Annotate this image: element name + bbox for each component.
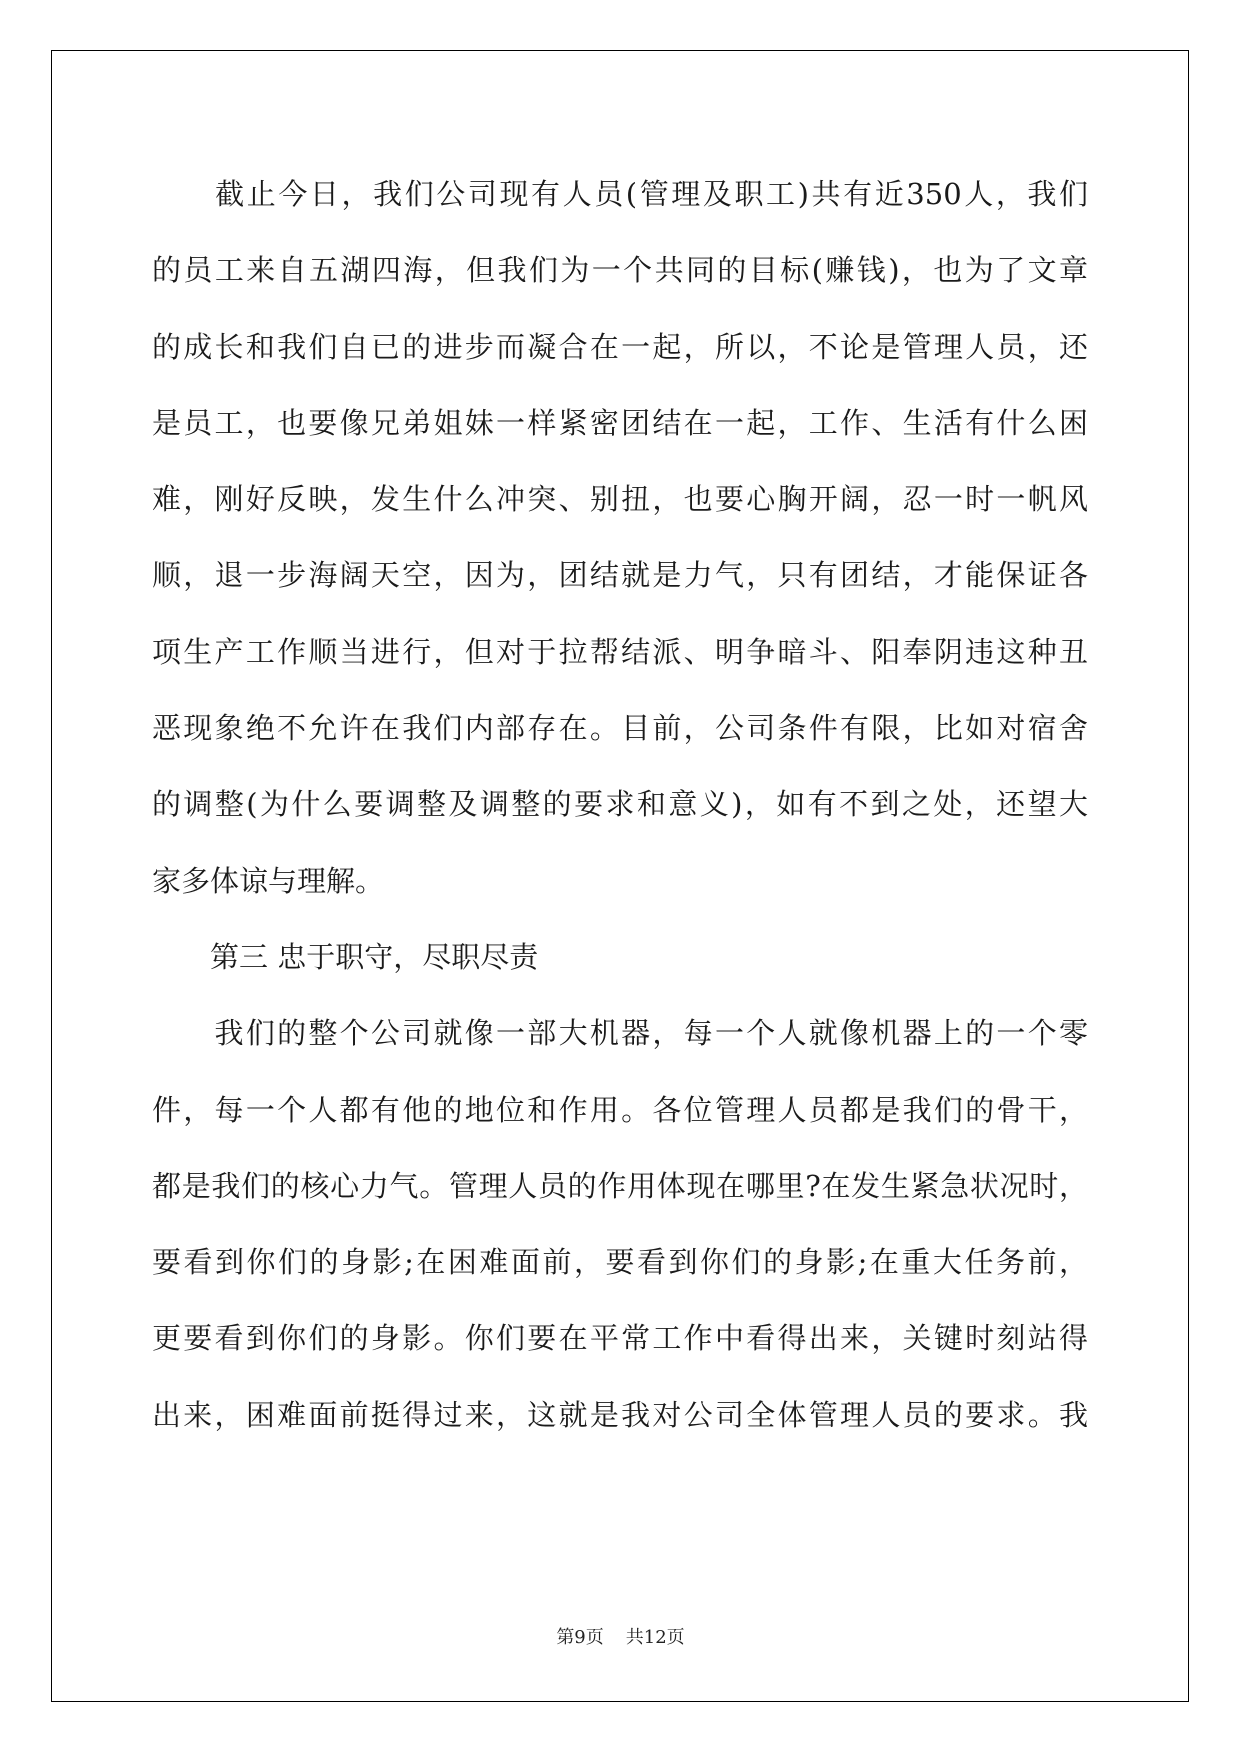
paragraph-line: 的成长和我们自已的进步而凝合在一起，所以，不论是管理人员，还 (152, 329, 1088, 364)
paragraph-line: 家多体谅与理解。 (152, 863, 385, 898)
paragraph-line: 难，刚好反映，发生什么冲突、别扭，也要心胸开阔，忍一时一帆风 (152, 482, 1088, 517)
page-number: 第9页 (556, 1627, 604, 1648)
paragraph-line: 恶现象绝不允许在我们内部存在。目前，公司条件有限，比如对宿舍 (152, 711, 1088, 746)
paragraph-line: 出来，困难面前挺得过来，这就是我对公司全体管理人员的要求。我 (152, 1397, 1088, 1432)
paragraph-line: 都是我们的核心力气。管理人员的作用体现在哪里?在发生紧急状况时， (152, 1168, 1088, 1203)
paragraph-line: 的员工来自五湖四海，但我们为一个共同的目标(赚钱)，也为了文章 (152, 253, 1088, 288)
paragraph-line: 是员工，也要像兄弟姐妹一样紧密团结在一起，工作、生活有什么困 (152, 405, 1088, 440)
paragraph-line: 更要看到你们的身影。你们要在平常工作中看得出来，关键时刻站得 (152, 1321, 1088, 1356)
page-footer (0, 1623, 1241, 1649)
section-heading: 第三 忠于职守，尽职尽责 (152, 939, 539, 974)
page-total: 共12页 (625, 1627, 685, 1648)
paragraph-line: 项生产工作顺当进行，但对于拉帮结派、明争暗斗、阳奉阴违这种丑 (152, 634, 1088, 669)
paragraph-line: 要看到你们的身影;在困难面前，要看到你们的身影;在重大任务前， (152, 1245, 1088, 1280)
document-body (152, 156, 1088, 1453)
paragraph-line: 的调整(为什么要调整及调整的要求和意义)，如有不到之处，还望大 (152, 787, 1088, 822)
paragraph-line: 件，每一个人都有他的地位和作用。各位管理人员都是我们的骨干， (152, 1092, 1088, 1127)
paragraph-line: 我们的整个公司就像一部大机器，每一个人就像机器上的一个零 (152, 1016, 1088, 1051)
paragraph-line: 顺，退一步海阔天空，因为，团结就是力气，只有团结，才能保证各 (152, 558, 1088, 593)
paragraph-line: 截止今日，我们公司现有人员(管理及职工)共有近350人，我们 (152, 177, 1088, 211)
